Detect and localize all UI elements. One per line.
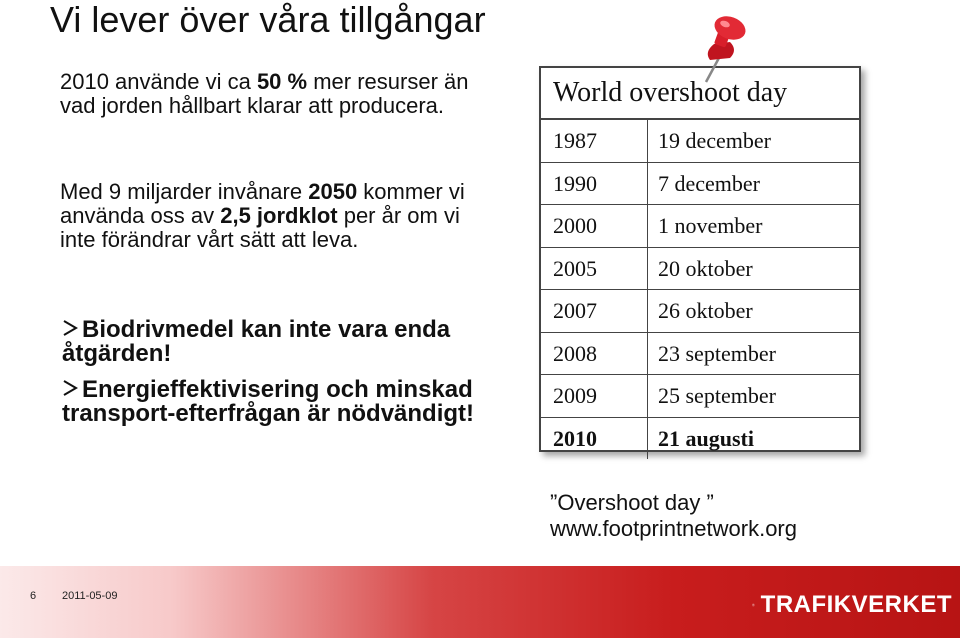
para1-text-1: 2010 använde vi ca <box>60 69 257 94</box>
year-cell: 1990 <box>541 163 648 205</box>
para2-text-1: Med 9 miljarder invånare <box>60 179 309 204</box>
para1-text-2: mer resurser än vad jorden hållbart klarar att producera. <box>60 69 469 118</box>
population-paragraph <box>60 180 480 252</box>
year-cell: 2008 <box>541 333 648 375</box>
date-cell: 21 augusti <box>658 425 754 451</box>
source-url: www.footprintnetwork.org <box>550 516 797 541</box>
table-row <box>541 248 859 291</box>
table-row <box>541 375 859 418</box>
year-cell: 2005 <box>541 248 648 290</box>
bullet-text: Energieffektivisering och minskad transport-efterfrågan är nödvändigt! <box>62 376 475 427</box>
table-row <box>541 333 859 376</box>
footer-date: 2011-05-09 <box>62 590 118 602</box>
trafikverket-crown-icon <box>752 587 755 623</box>
date-cell: 26 oktober <box>658 298 753 323</box>
para2-text-3: per år om vi inte förändrar vårt sätt att leva. <box>60 203 460 252</box>
date-cell: 7 december <box>658 170 760 196</box>
date-cell: 19 december <box>658 128 771 153</box>
arrow-bullet-icon <box>62 378 82 402</box>
brand-name: TRAFIKVERKET <box>760 591 952 618</box>
overshoot-table <box>539 66 861 452</box>
date-cell: 20 oktober <box>658 255 753 281</box>
date-cell: 25 september <box>658 383 776 408</box>
table-row <box>541 290 859 333</box>
table-row <box>541 205 859 248</box>
table-row <box>541 163 859 206</box>
para2-text-2: kommer vi använda oss av <box>60 179 465 228</box>
para1-highlight: 50 % <box>256 69 308 94</box>
source-citation <box>550 490 797 542</box>
bullet-text: Biodrivmedel kan inte vara enda åtgärden! <box>62 316 451 367</box>
para2-year: 2050 <box>308 179 358 204</box>
bullet-efficiency <box>62 378 482 426</box>
date-cell: 23 september <box>658 340 776 366</box>
table-row <box>541 120 859 163</box>
bullet-biofuels <box>62 318 482 366</box>
table-header: World overshoot day <box>541 68 859 120</box>
para2-earths: 2,5 jordklot <box>220 203 338 228</box>
source-title: ”Overshoot day ” <box>550 490 714 515</box>
date-cell: 1 november <box>658 213 763 238</box>
pushpin-icon <box>690 12 750 92</box>
table-row-highlight <box>541 418 859 460</box>
arrow-bullet-icon <box>62 318 82 342</box>
trafikverket-logo <box>752 583 952 627</box>
page-number: 6 <box>30 590 37 602</box>
year-cell: 2010 <box>541 418 648 460</box>
year-cell: 2007 <box>541 290 648 332</box>
slide-title: Vi lever över våra tillgångar <box>50 0 486 40</box>
year-cell: 2000 <box>541 205 648 247</box>
year-cell: 1987 <box>541 120 648 162</box>
year-cell: 2009 <box>541 375 648 417</box>
intro-paragraph <box>60 70 480 118</box>
footer-band <box>0 566 960 638</box>
